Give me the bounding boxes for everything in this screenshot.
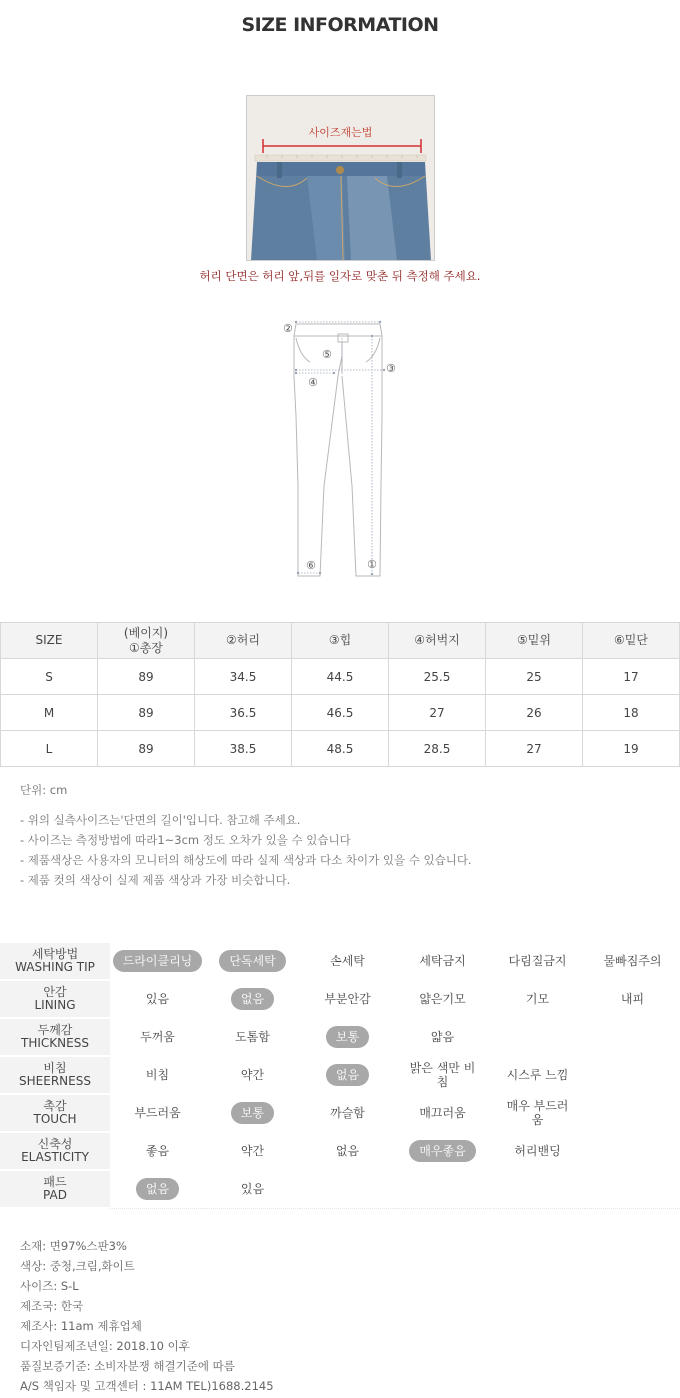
attribute-option-cell <box>300 1056 395 1094</box>
attribute-row <box>0 1056 680 1094</box>
attribute-label <box>0 1094 110 1132</box>
attribute-option: 없음 <box>335 1144 360 1158</box>
attribute-option-cell <box>490 1018 585 1056</box>
marker-hip: ③ <box>386 362 396 375</box>
table-row <box>1 695 680 731</box>
waist-caption: 허리 단면은 허리 앞,뒤를 일자로 맞춘 뒤 측정해 주세요. <box>199 269 481 283</box>
attribute-label-en: PAD <box>43 1188 67 1202</box>
header-length: (베이지) ①총장 <box>98 623 195 659</box>
table-cell: 25 <box>486 659 583 695</box>
header-waist: ②허리 <box>195 623 292 659</box>
attribute-option-cell <box>110 1094 205 1132</box>
attribute-label-ko: 패드 <box>43 1175 67 1189</box>
attributes-table <box>0 942 680 1209</box>
header-hem: ⑥밑단 <box>583 623 680 659</box>
attribute-option: 기모 <box>525 992 550 1006</box>
attribute-option-cell <box>110 1056 205 1094</box>
attribute-option-cell <box>490 1094 585 1132</box>
marker-length: ① <box>367 558 377 571</box>
attribute-label-en: THICKNESS <box>21 1036 89 1050</box>
attribute-option: 허리밴딩 <box>514 1144 561 1158</box>
attribute-option: 비침 <box>145 1068 170 1082</box>
attribute-label-en: LINING <box>34 998 76 1012</box>
attribute-option-cell <box>300 1018 395 1056</box>
selected-option-badge: 드라이클리닝 <box>113 950 203 972</box>
attribute-option-cell <box>395 1018 490 1056</box>
attribute-row <box>0 1132 680 1170</box>
info-material: 소재: 면97%스판3% <box>20 1239 127 1253</box>
attribute-label <box>0 943 110 981</box>
attribute-label-ko: 신축성 <box>37 1137 73 1151</box>
attribute-option-cell <box>300 1094 395 1132</box>
attribute-label-ko: 두께감 <box>37 1023 73 1037</box>
attribute-label-ko: 촉감 <box>43 1099 67 1113</box>
attribute-option: 도톰함 <box>235 1030 270 1044</box>
info-manufacturer: 제조사: 11am 제휴업체 <box>20 1319 142 1333</box>
attribute-option: 부분안감 <box>324 992 371 1006</box>
header-hip: ③힙 <box>292 623 389 659</box>
marker-thigh: ④ <box>308 376 318 389</box>
selected-option-badge: 단독세탁 <box>219 950 285 972</box>
attribute-label <box>0 1018 110 1056</box>
attribute-option: 두꺼움 <box>140 1030 175 1044</box>
attribute-option: 세탁금지 <box>419 954 466 969</box>
attribute-label-en: TOUCH <box>33 1112 77 1126</box>
attribute-option-cell <box>300 980 395 1018</box>
attribute-option-cell <box>205 1018 300 1056</box>
info-customer-service: A/S 책임자 및 고객센터 : 11AM TEL)1688.2145 <box>20 1379 274 1393</box>
attribute-option-cell <box>585 1170 680 1208</box>
table-cell: 19 <box>583 731 680 767</box>
table-cell: 89 <box>98 731 195 767</box>
attribute-option: 부드러움 <box>134 1106 181 1120</box>
attribute-option-cell <box>110 1132 205 1170</box>
size-table <box>0 622 680 767</box>
pants-diagram <box>278 316 408 581</box>
header-size: SIZE <box>1 623 98 659</box>
attribute-option-cell <box>490 1132 585 1170</box>
attribute-option-cell <box>110 1018 205 1056</box>
attribute-label <box>0 1132 110 1170</box>
attribute-option-cell <box>585 943 680 981</box>
marker-hem: ⑥ <box>306 559 316 572</box>
table-cell: 25.5 <box>389 659 486 695</box>
info-date: 디자인팀제조년일: 2018.10 이후 <box>20 1339 190 1353</box>
selected-option-badge: 없음 <box>231 988 274 1010</box>
attribute-row <box>0 1170 680 1208</box>
attribute-option-cell <box>300 1170 395 1208</box>
attribute-option-cell <box>205 1132 300 1170</box>
attribute-option: 매끄러움 <box>419 1106 466 1120</box>
attribute-label <box>0 1170 110 1208</box>
attribute-label <box>0 980 110 1018</box>
table-cell: M <box>1 695 98 731</box>
attribute-option: 좋음 <box>145 1144 170 1158</box>
marker-waist: ② <box>283 322 293 335</box>
attribute-option-cell <box>395 1056 490 1094</box>
info-color: 색상: 중청,크림,화이트 <box>20 1259 135 1273</box>
table-cell: 17 <box>583 659 680 695</box>
attribute-option: 내피 <box>620 992 645 1006</box>
attribute-label-en: ELASTICITY <box>21 1150 89 1164</box>
attribute-option-cell <box>585 980 680 1018</box>
size-table-header <box>1 623 680 659</box>
attribute-option-cell <box>300 1132 395 1170</box>
product-info <box>20 1236 274 1396</box>
selected-option-badge: 보통 <box>326 1026 369 1048</box>
selected-option-badge: 없음 <box>136 1178 179 1200</box>
attribute-row <box>0 1094 680 1132</box>
header-rise: ⑤밑위 <box>486 623 583 659</box>
jeans-photo-illustration <box>247 96 434 260</box>
attribute-option: 까슬함 <box>330 1106 365 1120</box>
attribute-option-cell <box>585 1018 680 1056</box>
attribute-option-cell <box>490 1170 585 1208</box>
attribute-option-cell <box>205 943 300 981</box>
attribute-option-cell <box>395 1132 490 1170</box>
attribute-option: 다림질금지 <box>508 954 567 969</box>
attribute-option-cell <box>395 1094 490 1132</box>
attribute-option: 얇은기모 <box>419 992 466 1006</box>
note-item: - 위의 실측사이즈는'단면의 길이'입니다. 참고해 주세요. <box>20 813 301 827</box>
attribute-label-ko: 세탁방법 <box>31 947 79 961</box>
measuring-guide-label: 사이즈재는법 <box>308 126 373 139</box>
table-cell: 18 <box>583 695 680 731</box>
attribute-label-ko: 비침 <box>43 1061 67 1075</box>
attribute-option: 약간 <box>240 1068 265 1082</box>
attribute-option-cell <box>110 980 205 1018</box>
marker-rise: ⑤ <box>322 348 332 361</box>
attribute-option-cell <box>110 943 205 981</box>
attribute-option: 얇음 <box>430 1030 455 1044</box>
attribute-option: 약간 <box>240 1144 265 1158</box>
attribute-option-cell <box>205 1056 300 1094</box>
attribute-option: 있음 <box>145 992 170 1006</box>
attribute-option-cell <box>205 1170 300 1208</box>
unit-label: 단위: cm <box>20 783 68 797</box>
table-cell: L <box>1 731 98 767</box>
attribute-option-cell <box>585 1094 680 1132</box>
attribute-option-cell <box>395 1170 490 1208</box>
attribute-option-cell <box>490 943 585 981</box>
selected-option-badge: 보통 <box>231 1102 274 1124</box>
note-item: - 사이즈는 측정방법에 따라1~3cm 정도 오차가 있을 수 있습니다 <box>20 833 351 847</box>
attribute-row <box>0 943 680 981</box>
table-cell: 48.5 <box>292 731 389 767</box>
table-cell: 89 <box>98 659 195 695</box>
table-cell: 27 <box>389 695 486 731</box>
attribute-option-cell <box>205 1094 300 1132</box>
selected-option-badge: 없음 <box>326 1064 369 1086</box>
attribute-option-cell <box>395 980 490 1018</box>
attribute-option-cell <box>300 943 395 981</box>
attribute-option: 밝은 색만 비침 <box>409 1061 476 1089</box>
table-cell: 34.5 <box>195 659 292 695</box>
attribute-option: 물빠짐주의 <box>603 954 662 969</box>
header-thigh: ④허벅지 <box>389 623 486 659</box>
table-cell: 89 <box>98 695 195 731</box>
note-item: - 제품색상은 사용자의 모니터의 해상도에 따라 실제 색상과 다소 차이가 있을 수 있습니다. <box>20 853 472 867</box>
table-cell: 26 <box>486 695 583 731</box>
attribute-option-cell <box>110 1170 205 1208</box>
attribute-option-cell <box>585 1132 680 1170</box>
table-cell: 38.5 <box>195 731 292 767</box>
attribute-row <box>0 980 680 1018</box>
attribute-row <box>0 1018 680 1056</box>
table-cell: 28.5 <box>389 731 486 767</box>
table-row <box>1 731 680 767</box>
attribute-option: 손세탁 <box>330 954 365 969</box>
attribute-option: 시스루 느낌 <box>506 1068 569 1082</box>
info-warranty: 품질보증기준: 소비자분쟁 해결기준에 따름 <box>20 1359 235 1373</box>
measuring-photo <box>246 95 435 261</box>
attribute-option: 있음 <box>240 1182 265 1196</box>
attribute-label-ko: 안감 <box>43 985 67 999</box>
attribute-option-cell <box>205 980 300 1018</box>
info-size: 사이즈: S-L <box>20 1279 79 1293</box>
table-cell: 27 <box>486 731 583 767</box>
notes-list <box>20 810 472 890</box>
attribute-option-cell <box>490 1056 585 1094</box>
attribute-label-en: SHEERNESS <box>19 1074 91 1088</box>
attribute-label <box>0 1056 110 1094</box>
table-cell: 46.5 <box>292 695 389 731</box>
table-cell: S <box>1 659 98 695</box>
attribute-label-en: WASHING TIP <box>15 960 95 974</box>
info-country: 제조국: 한국 <box>20 1299 84 1313</box>
page-title: SIZE INFORMATION <box>241 14 439 36</box>
selected-option-badge: 매우좋음 <box>409 1140 475 1162</box>
attribute-option-cell <box>490 980 585 1018</box>
table-cell: 36.5 <box>195 695 292 731</box>
attribute-option: 매우 부드러움 <box>506 1099 569 1127</box>
note-item: - 제품 컷의 색상이 실제 제품 색상과 가장 비슷합니다. <box>20 873 291 887</box>
attribute-option-cell <box>585 1056 680 1094</box>
table-cell: 44.5 <box>292 659 389 695</box>
attribute-option-cell <box>395 943 490 981</box>
table-row <box>1 659 680 695</box>
